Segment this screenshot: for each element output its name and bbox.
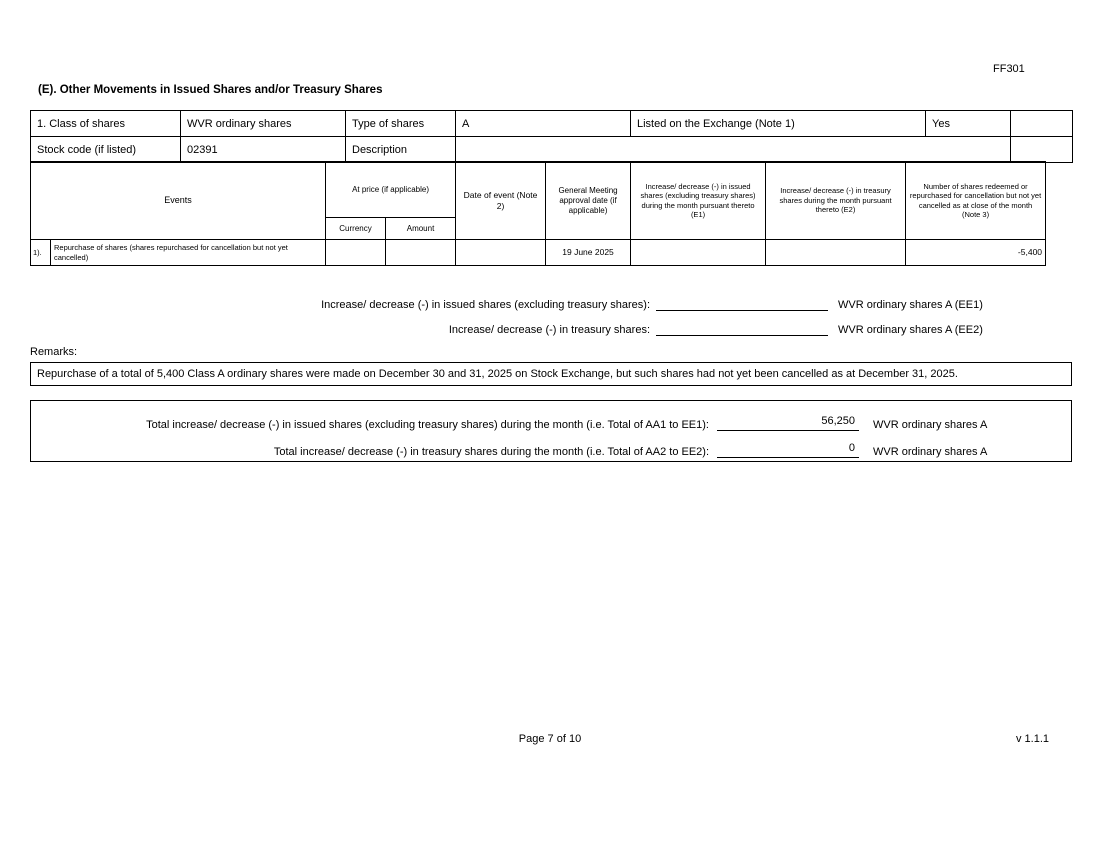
ee1-row: [30, 296, 1072, 311]
ee1-input-field[interactable]: [656, 296, 828, 311]
remarks-label: Remarks:: [30, 346, 78, 358]
note3-header: Number of shares redeemed or repurchased for cancellation but not yet cancelled as at close of the month (Note 3): [906, 162, 1046, 240]
info-row-2: [31, 137, 1073, 163]
events-table: [30, 161, 1046, 266]
section-title: (E). Other Movements in Issued Shares and/or Treasury Shares: [38, 84, 383, 96]
ee1-suffix: WVR ordinary shares A (EE1): [838, 299, 983, 311]
total-treasury-label: Total increase/ decrease (-) in treasury shares during the month (i.e. Total of AA2 to EE2):: [273, 446, 709, 458]
e1-cell[interactable]: [631, 240, 766, 266]
currency-header: Currency: [326, 218, 386, 240]
ee2-input-field[interactable]: [656, 321, 828, 336]
info-row-1: [31, 111, 1073, 137]
amount-header: Amount: [386, 218, 456, 240]
class-of-shares-value[interactable]: WVR ordinary shares: [181, 111, 346, 137]
listed-on-exchange-label: Listed on the Exchange (Note 1): [631, 111, 926, 137]
version-label: v 1.1.1: [1016, 733, 1050, 745]
stock-code-label: Stock code (if listed): [31, 137, 181, 163]
ee2-suffix: WVR ordinary shares A (EE2): [838, 324, 983, 336]
events-header-row: [31, 162, 1046, 218]
total-treasury-value-field[interactable]: 0: [717, 442, 859, 458]
total-issued-label: Total increase/ decrease (-) in issued shares (excluding treasury shares) during the month (i.e. Total of AA1 to EE1):: [146, 419, 709, 431]
total-treasury-suffix: WVR ordinary shares A: [873, 446, 988, 458]
gm-approval-header: General Meeting approval date (if applicable): [546, 162, 631, 240]
form-code: FF301: [993, 63, 1025, 75]
event-row: [31, 240, 1046, 266]
e2-header: Increase/ decrease (-) in treasury shares during the month pursuant thereto (E2): [766, 162, 906, 240]
event-number: 1).: [31, 240, 51, 266]
stock-code-value[interactable]: 02391: [181, 137, 346, 163]
events-header: Events: [31, 162, 326, 240]
e1-header: Increase/ decrease (-) in issued shares (excluding treasury shares) during the month pursuant thereto (E1): [631, 162, 766, 240]
type-of-shares-value[interactable]: A: [456, 111, 631, 137]
e2-cell[interactable]: [766, 240, 906, 266]
at-price-header: At price (if applicable): [326, 162, 456, 218]
description-value-cell[interactable]: [456, 137, 1011, 163]
class-info-table: [30, 110, 1073, 163]
description-label: Description: [346, 137, 456, 163]
amount-cell[interactable]: [386, 240, 456, 266]
remarks-field[interactable]: Repurchase of a total of 5,400 Class A ordinary shares were made on December 30 and 31, 2025 on Stock Exchange, but such shares had not yet been cancelled as at December 31, 2025.: [30, 362, 1072, 386]
event-description: Repurchase of shares (shares repurchased for cancellation but not yet cancelled): [51, 240, 326, 266]
info-row2-extra-cell: [1011, 137, 1073, 163]
note3-cell[interactable]: -5,400: [906, 240, 1046, 266]
page-number: Page 7 of 10: [518, 733, 582, 745]
totals-box: [30, 400, 1072, 462]
ee2-row: [30, 321, 1072, 336]
type-of-shares-label: Type of shares: [346, 111, 456, 137]
ee2-label: Increase/ decrease (-) in treasury shares:: [448, 324, 650, 336]
total-issued-row: [31, 407, 1071, 431]
date-of-event-cell[interactable]: [456, 240, 546, 266]
listed-on-exchange-value[interactable]: Yes: [926, 111, 1011, 137]
total-issued-suffix: WVR ordinary shares A: [873, 419, 988, 431]
total-issued-value-field[interactable]: 56,250: [717, 415, 859, 431]
class-of-shares-label: 1. Class of shares: [31, 111, 181, 137]
date-of-event-header: Date of event (Note 2): [456, 162, 546, 240]
currency-cell[interactable]: [326, 240, 386, 266]
info-row1-extra-cell: [1011, 111, 1073, 137]
gm-approval-cell[interactable]: 19 June 2025: [546, 240, 631, 266]
total-treasury-row: [31, 434, 1071, 458]
ee1-label: Increase/ decrease (-) in issued shares (excluding treasury shares):: [321, 299, 650, 311]
